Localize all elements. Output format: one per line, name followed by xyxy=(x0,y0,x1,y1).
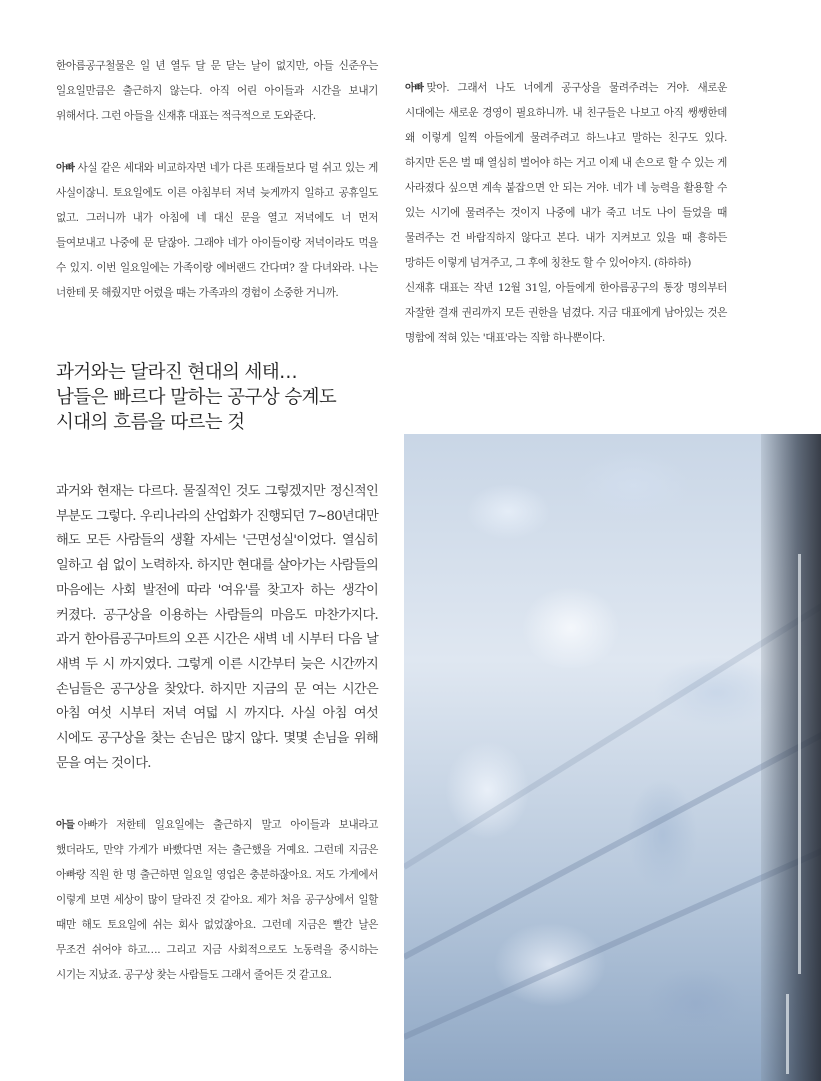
intro-paragraph: 한아름공구철물은 일 년 열두 달 문 닫는 날이 없지만, 아들 신준우는 일요일만큼은 출근하지 않는다. 아직 어린 아이들과 시간을 보내기 위해서다. 그런 아들을 신재휴 대표는 적극적으로 도와준다. xyxy=(56,60,378,122)
speaker-label-dad: 아빠 xyxy=(56,163,75,174)
shelf-edge-blur xyxy=(761,434,821,1081)
heading-line-3: 시대의 흐름을 따르는 것 xyxy=(56,412,245,433)
dialogue-text: 맞아. 그래서 나도 너에게 공구상을 물려주려는 거야. 새로운 시대에는 새로운 경영이 필요하니까. 내 친구들은 나보고 아직 쌩쌩한데 왜 이렇게 일찍 아들에게 물려주려고 하느냐고 말하는 친구도 있다. 하지만 돈은 벌 때 열심히 벌어야 하는 거고 이제 내 손으로 할 수 있는 게 사라졌다 싶으면 계속 붙잡으면 안 되는 거야. 네가 네 능력을 활용할 수 있는 시기에 물려주는 것이지 나중에 내가 죽고 너도 나이 들었을 때 물려주는 건 바람직하지 않다고 본다. 내가 지켜보고 있을 때 흥하든 망하든 이렇게 넘겨주고, 그 후에 칭찬도 할 수 있어야지. (하하하) xyxy=(405,82,727,269)
shelf-highlight xyxy=(786,994,789,1074)
left-column-bottom xyxy=(56,813,378,988)
shelf-blur xyxy=(404,719,821,959)
dad-dialogue-paragraph-2 xyxy=(405,76,727,276)
speaker-label-dad: 아빠 xyxy=(405,83,424,94)
left-column-top xyxy=(56,54,378,306)
speaker-label-son: 아들 xyxy=(56,820,75,831)
heading-line-2: 남들은 빠르다 말하는 공구상 승계도 xyxy=(56,387,337,408)
handover-paragraph: 신재휴 대표는 작년 12월 31일, 아들에게 한아름공구의 통장 명의부터 자잘한 결재 권리까지 모든 권한을 넘겼다. 지금 대표에게 남아있는 것은 명함에 적혀 있는 '대표'라는 직함 하나뿐이다. xyxy=(405,282,727,344)
spacer xyxy=(56,129,378,156)
shelf-highlight xyxy=(798,554,801,974)
main-body-paragraph: 과거와 현재는 다르다. 물질적인 것도 그렇겠지만 정신적인 부분도 그렇다. 우리나라의 산업화가 진행되던 7~80년대만 해도 모든 사람들의 생활 자세는 '근면성실'이었다. 열심히 일하고 쉼 없이 노력하자. 하지만 현대를 살아가는 사람들의 마음에는 사회 발전에 따라 '여유'를 찾고자 하는 생각이 커졌다. 공구상을 이용하는 사람들의 마음도 마찬가지다. 과거 한아름공구마트의 오픈 시간은 새벽 네 시부터 다음 날 새벽 두 시 까지였다. 그렇게 이른 시간부터 늦은 시간까지 손님들은 공구상을 찾았다. 하지만 지금의 문 여는 시간은 아침 여섯 시부터 저녁 여덟 시 까지다. 사실 아침 여섯 시에도 공구상을 찾는 손님은 많지 않다. 몇몇 손님을 위해 문을 여는 것이다. xyxy=(56,484,378,771)
son-dialogue-paragraph xyxy=(56,813,378,988)
heading-line-1: 과거와는 달라진 현대의 세태… xyxy=(56,362,297,383)
store-aisle-photo xyxy=(404,434,821,1081)
shelf-blur xyxy=(404,831,821,1040)
section-heading xyxy=(56,360,386,435)
shelf-blur xyxy=(404,599,821,869)
dialogue-text: 아빠가 저한테 일요일에는 출근하지 말고 아이들과 보내라고 했더라도, 만약 가게가 바빴다면 저는 출근했을 거예요. 그런데 지금은 아빠랑 직원 한 명 출근하면 일요일 영업은 충분하잖아요. 저도 가게에서 이렇게 보면 세상이 많이 달라진 것 같아요. 제가 처음 공구상에서 일할 때만 해도 토요일에 쉬는 회사 없었잖아요. 그런데 지금은 빨간 날은 무조건 쉬어야 하고…. 그리고 지금 사회적으로도 노동력을 중시하는 시기는 지났죠. 공구상 찾는 사람들도 그래서 줄어든 것 같고요. xyxy=(56,819,378,981)
right-column-top xyxy=(405,76,727,351)
dad-dialogue-paragraph xyxy=(56,156,378,306)
dialogue-text: 사실 같은 세대와 비교하자면 네가 다른 또래들보다 덜 쉬고 있는 게 사실이잖니. 토요일에도 이른 아침부터 저녁 늦게까지 일하고 공휴일도 없고. 그러니까 내가 아침에 네 대신 문을 열고 저녁에도 너 먼저 들여보내고 나중에 문 닫잖아. 그래야 네가 아이들이랑 저녁이라도 먹을 수 있지. 이번 일요일에는 가족이랑 에버랜드 간다며? 잘 다녀와라. 나는 너한테 못 해줬지만 어렸을 때는 가족과의 경험이 소중한 거니까. xyxy=(56,162,378,299)
